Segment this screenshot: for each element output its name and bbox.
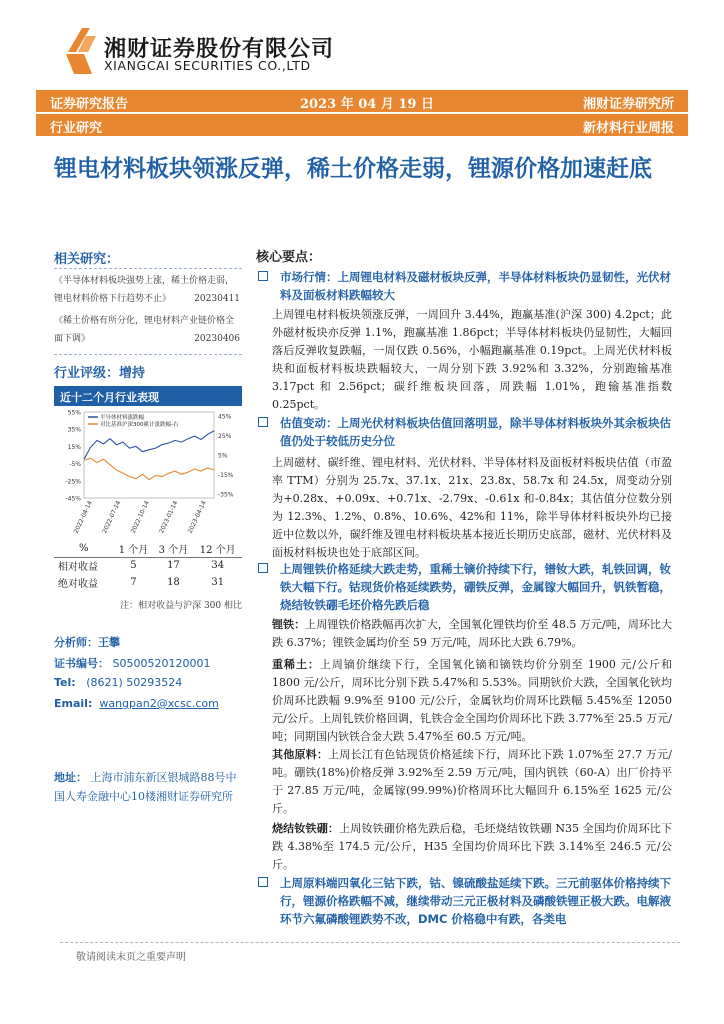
- right-tick-label: 5%: [218, 452, 228, 460]
- paragraph-lithium-iron: 锂铁：上周锂铁价格跌幅再次扩大，全国氧化锂铁均价至 48.5 万元/吨，周环比大跌 6.37%；锂铁金属均价至 59 万元/吨，周环比大跌 6.79%。: [272, 618, 672, 649]
- left-tick-label: -25%: [65, 478, 81, 486]
- institute-name: 湘财证券研究所: [582, 97, 674, 112]
- bullet-market: 市场行情：上周锂电材料及磁材板块反弹，半导体材料板块仍显韧性，光伏材料及面板材料跌幅较大: [254, 268, 674, 304]
- left-tick-label: 35%: [67, 426, 81, 434]
- left-tick-label: 15%: [67, 443, 81, 451]
- checkbox-bullet-icon: [258, 877, 268, 887]
- table-cell: 绝对收益: [58, 579, 98, 590]
- table-cell: 7: [130, 577, 137, 588]
- series-line-1: [84, 431, 214, 459]
- table-header: 12 个月: [193, 540, 242, 557]
- table-cell: 18: [167, 577, 180, 588]
- company-logo-icon: [62, 26, 98, 76]
- report-series: 新材料行业周报: [582, 121, 674, 136]
- right-tick-label: 45%: [218, 413, 232, 421]
- right-tick-label: 25%: [218, 433, 232, 440]
- legend-label: 对比基准沪深300累计涨跌幅-右: [100, 422, 179, 428]
- header-band-top: [36, 90, 688, 112]
- related-research-title: 相关研究：: [54, 252, 120, 267]
- paragraph-ndfeb: 烧结钕铁硼：上周钕铁硼价格先跌后稳，毛坯烧结钕铁硼 N35 全国均价周环比下跌 4.38%至 174.5 元/公斤，H35 全国均价周环比下跌 3.14%至 246.5 元/公斤。: [272, 822, 672, 871]
- related-date: 20230406: [194, 334, 240, 344]
- table-cell: 31: [211, 577, 225, 588]
- report-date: 2023 年 04 月 19 日: [300, 97, 434, 112]
- table-cell: 相对收益: [58, 562, 98, 574]
- table-cell: 17: [167, 560, 180, 572]
- checkbox-bullet-icon: [258, 417, 268, 427]
- paragraph-market: 上周锂电材料板块领涨反弹，一周回升 3.44%，跑赢基准(沪深 300) 4.2pct；此外磁材板块亦反弹 1.1%，跑赢基准 1.86pct；半导体材料板块仍显韧性，大幅回落后反弹收复跌幅，一周仅跌 0.56%，小幅跑赢基准 0.19pct。上周光伏材料板块和面板材料板块跌幅较大，一周分别下跌 3.92%和 3.32%，分别跑输基准 3.17pct 和 2.56pct；碳纤维板块回落，周跌幅 1.01%，跑输基准指数 0.25pct。: [272, 308, 672, 411]
- performance-table: [54, 540, 242, 591]
- x-tick-label: 2022-10-14: [129, 499, 151, 534]
- cert-line: 证书编号： S0500520120001: [54, 657, 211, 670]
- related-item[interactable]: 《稀土价格有所分化，锂电材料产业链价格全面下调》 20230406: [54, 312, 240, 348]
- footer-divider: [60, 942, 680, 943]
- right-tick-label: -15%: [218, 472, 234, 479]
- series-line-2: [84, 458, 214, 480]
- bullet-valuation: 估值变动：上周光伏材料板块估值回落明显，除半导体材料板块外其余板块估值仍处于较低历史分位: [254, 414, 674, 450]
- legend-label: 半导体材料涨跌幅: [100, 415, 145, 421]
- email-line: Email: wangpan2@xcsc.com: [54, 697, 219, 710]
- industry-performance-chart: [54, 406, 242, 534]
- checkbox-bullet-icon: [258, 271, 268, 281]
- checkbox-bullet-icon: [258, 563, 268, 573]
- address: 地址： 上海市浦东新区银城路88号中国人寿金融中心10楼湘财证券研究所: [54, 771, 237, 803]
- analyst-line: 分析师：王攀: [54, 636, 120, 649]
- table-header: 1 个月: [114, 540, 154, 557]
- table-header: 3 个月: [153, 540, 193, 557]
- industry-rating: 行业评级：增持: [54, 366, 146, 381]
- core-points-title: 核心要点：: [256, 250, 322, 265]
- table-cell: 34: [211, 560, 225, 572]
- divider: [54, 354, 242, 355]
- cert-number: S0500520120001: [112, 657, 211, 670]
- table-cell: 5: [130, 560, 137, 572]
- left-tick-label: 55%: [67, 409, 81, 417]
- left-tick-label: -5%: [69, 461, 81, 469]
- paragraph-other-materials: 其他原料：上周长江有色钴现货价格延续下行，周环比下跌 1.07%至 27.7 万元/吨。硼铁(18%)价格反弹 3.92%至 2.59 万元/吨，国内钒铁（60-A）出厂价持平于 27.85 万元/吨，金属镓(99.99%)价格周环比大幅回升 6.15%至 1625 元/公斤。: [272, 748, 672, 815]
- paragraph-heavy-rare-earth: 重稀土：上周镝价继续下行，全国氧化镝和镝铁均价分别至 1900 元/公斤和 1800 元/公斤，周环比分别下跌 5.47%和 5.53%。同期钬价大跌，全国氧化钬均价周环比跌幅 9.9%至 9100 元/公斤，金属钬均价周环比跌幅 5.45%至 12050 元/公斤。上周钆铁价格回调，钆铁合金全国均价周环比下跌 3.77%至 25.5 万元/吨；同期国内钬铁合金大跌 5.47%至 60.5 万元/吨。: [272, 658, 672, 743]
- table-note: 注：相对收益与沪深 300 相比: [120, 601, 242, 611]
- analyst-name: 王攀: [98, 636, 120, 649]
- x-tick-label: 2023-01-14: [158, 499, 180, 534]
- related-item[interactable]: 《半导体材料板块强势上涨，稀土价格走弱，锂电材料价格下行趋势不止》 20230411: [54, 272, 240, 308]
- page-title: 锂电材料板块领涨反弹，稀土价格走弱，锂源价格加速赶底: [54, 156, 652, 182]
- x-tick-label: 2023-04-14: [186, 499, 208, 534]
- header-band-bottom: [36, 114, 688, 136]
- divider: [54, 268, 242, 269]
- email-link[interactable]: wangpan2@xcsc.com: [99, 697, 219, 710]
- table-header-row: [54, 540, 242, 557]
- footer-disclaimer: 敬请阅读末页之重要声明: [76, 952, 186, 963]
- report-type: 证券研究报告: [50, 97, 129, 112]
- table-row: [54, 557, 242, 574]
- related-date: 20230411: [194, 294, 240, 304]
- tel-number: (8621) 50293524: [86, 676, 183, 689]
- chart-title: 近十二个月行业表现: [54, 386, 242, 406]
- tel-line: Tel: (8621) 50293524: [54, 676, 183, 689]
- x-tick-label: 2022-07-14: [101, 499, 123, 534]
- x-tick-label: 2022-04-14: [72, 499, 94, 534]
- report-category: 行业研究: [50, 121, 103, 136]
- bullet-prices: 上周锂铁价格延续大跌走势，重稀土镝价持续下行，镨钕大跌，轧铁回调，钕铁大幅下行。钴现货价格延续跌势，硼铁反弹，金属镓大幅回升，钒铁暂稳，烧结钕铁硼毛坯价格先跌后稳: [254, 560, 674, 614]
- paragraph-valuation: 上周磁材、碳纤维、锂电材料、光伏材料、半导体材料及面板材料板块估值（市盈率 TTM）分别为 25.7x、37.1x、21x、23.8x、58.7x 和 24.5x，周变动分别为+0.28x、+0.09x、+0.71x、-2.79x、-0.61x 和-0.84x；其估值分位数分别为 12.3%、1.2%、0.8%、10.6%、42%和 11%，除半导体材料板块外均已接近中位数以外，碳纤维及锂电材料板块基本接近长期历史底部，磁材、光伏材料及面板材料板块也处于底部区间。: [272, 456, 672, 559]
- table-header: %: [54, 540, 114, 557]
- left-tick-label: -45%: [65, 495, 81, 503]
- bullet-upstream: 上周原料端四氧化三钴下跌，钴、镍硫酸盐延续下跌。三元前驱体价格持续下行，锂源价格跌幅不减，继续带动三元正极材料及磷酸铁锂正极大跌。电解液环节六氟磷酸锂跌势不改，DMC 价格稳中有跌，各类电: [254, 874, 674, 928]
- right-tick-label: -35%: [218, 491, 234, 499]
- company-name-en: XIANGCAI SECURITIES CO.,LTD: [104, 58, 311, 73]
- table-row: [54, 574, 242, 591]
- company-name-cn: 湘财证券股份有限公司: [104, 37, 335, 62]
